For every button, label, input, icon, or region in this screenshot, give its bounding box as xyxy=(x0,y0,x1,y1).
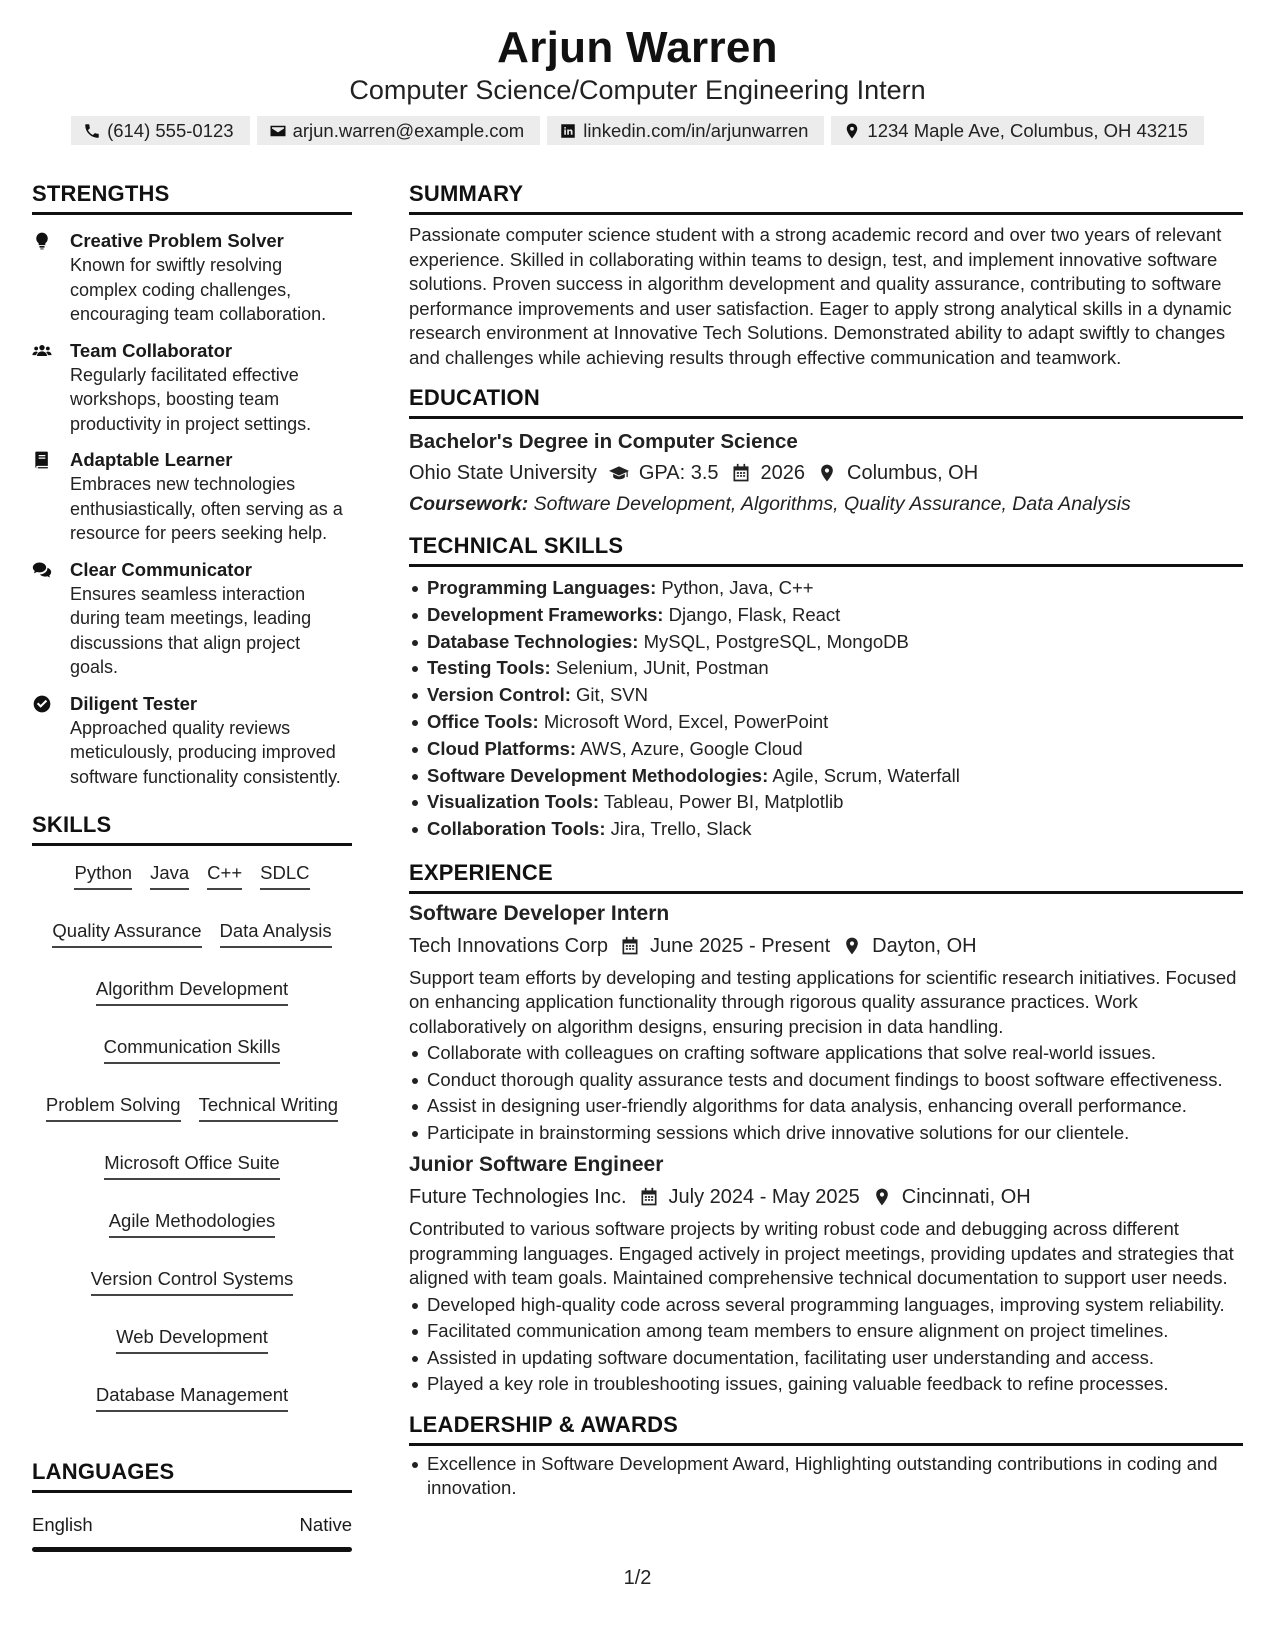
contact-linkedin[interactable] xyxy=(547,116,824,145)
strength-item xyxy=(32,692,352,790)
skill-values: Microsoft Word, Excel, PowerPoint xyxy=(543,710,829,732)
gpa: GPA: 3.5 xyxy=(638,462,719,484)
job-title: Junior Software Engineer xyxy=(409,1153,664,1177)
job-entry xyxy=(409,900,1243,1146)
school-name: Ohio State University xyxy=(409,462,597,484)
skill-tag: Web Development xyxy=(116,1324,268,1354)
list-item xyxy=(409,655,1243,682)
strength-title: Diligent Tester xyxy=(70,692,198,714)
job-dates: June 2025 - Present xyxy=(650,934,831,957)
coursework-list: Software Development, Algorithms, Quality Assurance, Data Analysis xyxy=(533,493,1131,515)
skill-category: Programming Languages: xyxy=(427,577,657,598)
skill-category: Development Frameworks: xyxy=(427,603,664,625)
strength-title: Creative Problem Solver xyxy=(70,230,284,251)
contact-address xyxy=(831,116,1204,145)
skill-tag: SDLC xyxy=(260,860,309,890)
candidate-name: Arjun Warren xyxy=(497,23,778,72)
skill-category: Version Control: xyxy=(427,684,571,706)
map-marker-icon xyxy=(817,463,837,483)
list-item xyxy=(409,763,1243,790)
list-item xyxy=(409,682,1243,709)
languages-heading: LANGUAGES xyxy=(32,1458,352,1493)
summary-text: Passionate computer science student with a strong academic record and over two years of relevant experience. Skilled in collaborating within teams to design, test, and implement innovative software solutions. Proven success in algorithm development and quality assurance, contributing to software performance improvements and user satisfaction. Eager to apply strong analytical skills in a dynamic research environment at Innovative Tech Solutions. Demonstrated ability to adapt swiftly to changes and challenges while achieving results through effective communication and teamwork. xyxy=(409,224,1232,368)
right-column xyxy=(409,180,1243,1501)
calendar-icon xyxy=(639,1187,659,1207)
list-item xyxy=(409,575,1243,602)
skills-heading: SKILLS xyxy=(32,811,352,846)
skill-category: Visualization Tools: xyxy=(427,791,600,813)
skill-values: MySQL, PostgreSQL, MongoDB xyxy=(643,630,909,652)
list-item: Played a key role in troubleshooting issues, gaining valuable feedback to refine processes. xyxy=(409,1372,1243,1397)
strength-description: Ensures seamless interaction during team meetings, leading discussions that align project goals. xyxy=(70,583,312,677)
job-bullets xyxy=(409,1041,1243,1145)
job-location: Dayton, OH xyxy=(872,934,977,957)
page-indicator: 1/2 xyxy=(623,1567,652,1589)
list-item xyxy=(409,736,1243,763)
skill-tag: C++ xyxy=(207,860,242,890)
contact-address-text: 1234 Maple Ave, Columbus, OH 43215 xyxy=(867,119,1188,141)
job-entry xyxy=(409,1151,1243,1397)
candidate-title: Computer Science/Computer Engineering Intern xyxy=(349,75,926,105)
job-location: Cincinnati, OH xyxy=(901,1186,1031,1209)
company-name: Future Technologies Inc. xyxy=(409,1186,627,1209)
skill-tag: Database Management xyxy=(96,1382,288,1412)
experience-heading: EXPERIENCE xyxy=(409,859,1243,894)
job-dates: July 2024 - May 2025 xyxy=(668,1186,860,1209)
map-marker-icon xyxy=(872,1187,892,1207)
strengths-heading: STRENGTHS xyxy=(32,180,352,215)
skill-tag: Version Control Systems xyxy=(91,1266,294,1296)
linkedin-icon xyxy=(559,122,577,140)
skill-values: Agile, Scrum, Waterfall xyxy=(772,764,960,786)
skill-tag: Agile Methodologies xyxy=(109,1208,276,1238)
envelope-icon xyxy=(269,122,287,140)
list-item xyxy=(409,602,1243,629)
job-meta xyxy=(409,1183,1243,1211)
skill-tag: Algorithm Development xyxy=(96,976,288,1006)
summary-heading: SUMMARY xyxy=(409,180,1243,215)
strength-item xyxy=(32,339,352,437)
map-marker-icon xyxy=(842,936,862,956)
contact-phone-text: (614) 555-0123 xyxy=(107,119,234,141)
list-item: Developed high-quality code across several programming languages, improving system reliability. xyxy=(409,1293,1243,1318)
skill-values: Python, Java, C++ xyxy=(661,577,814,598)
skill-tag: Technical Writing xyxy=(199,1092,339,1122)
graduation-cap-icon xyxy=(609,463,629,483)
coursework-label: Coursework: xyxy=(409,493,529,515)
skill-category: Database Technologies: xyxy=(427,630,639,652)
coursework xyxy=(409,490,1243,518)
job-description: Contributed to various software projects by writing robust code and debugging across different programming languages. Engaged actively in project meetings, providing updates and strategies that aligned with team goals. Maintained comprehensive technical documentation to support user needs. xyxy=(409,1218,1234,1289)
skill-tag: Python xyxy=(74,860,132,890)
job-title: Software Developer Intern xyxy=(409,901,670,925)
language-name: English xyxy=(32,1514,93,1535)
resume-header xyxy=(0,22,1275,145)
left-column xyxy=(32,180,352,1552)
skill-tag: Problem Solving xyxy=(46,1092,181,1122)
education-meta xyxy=(409,459,1243,487)
technical-skills-list xyxy=(409,575,1243,843)
users-icon xyxy=(32,341,52,361)
strength-description: Approached quality reviews meticulously, producing improved software functionality consistently. xyxy=(70,717,341,787)
strength-title: Team Collaborator xyxy=(70,339,233,361)
degree-title: Bachelor's Degree in Computer Science xyxy=(409,430,798,453)
map-marker-icon xyxy=(843,122,861,140)
skill-category: Collaboration Tools: xyxy=(427,818,606,840)
strength-item xyxy=(32,229,352,327)
skills-list xyxy=(32,860,352,1412)
list-item xyxy=(409,629,1243,656)
contact-bar xyxy=(0,116,1275,145)
language-item xyxy=(32,1513,352,1537)
strength-description: Embraces new technologies enthusiastically, often serving as a resource for peers seeking help. xyxy=(70,474,343,543)
list-item: Participate in brainstorming sessions which drive innovative solutions for our clientele. xyxy=(409,1121,1243,1146)
skill-tag: Quality Assurance xyxy=(52,918,201,948)
skill-values: Django, Flask, React xyxy=(668,603,841,625)
lightbulb-icon xyxy=(32,231,52,251)
skill-tag: Java xyxy=(150,860,189,890)
skill-values: Jira, Trello, Slack xyxy=(610,818,752,840)
strength-item xyxy=(32,558,352,680)
contact-email[interactable] xyxy=(257,116,541,145)
language-proficiency-bar xyxy=(32,1547,352,1552)
strength-title: Adaptable Learner xyxy=(70,449,233,470)
list-item xyxy=(409,709,1243,736)
skill-values: AWS, Azure, Google Cloud xyxy=(580,737,803,759)
comments-icon xyxy=(32,560,52,580)
skill-tag: Data Analysis xyxy=(220,918,332,948)
list-item: Assist in designing user-friendly algorithms for data analysis, enhancing overall performance. xyxy=(409,1094,1243,1119)
language-level: Native xyxy=(299,1514,352,1535)
skill-tag: Communication Skills xyxy=(104,1034,281,1064)
contact-phone[interactable] xyxy=(71,116,250,145)
book-icon xyxy=(32,450,52,470)
list-item: Assisted in updating software documentation, facilitating user understanding and access. xyxy=(409,1346,1243,1371)
check-circle-icon xyxy=(32,694,52,714)
skill-category: Office Tools: xyxy=(427,710,539,732)
skill-values: Tableau, Power BI, Matplotlib xyxy=(603,791,844,813)
graduation-year: 2026 xyxy=(760,462,806,484)
list-item: Collaborate with colleagues on crafting software applications that solve real-world issues. xyxy=(409,1041,1243,1066)
job-meta xyxy=(409,932,1243,960)
list-item xyxy=(409,789,1243,816)
job-bullets xyxy=(409,1293,1243,1397)
phone-icon xyxy=(83,122,101,140)
strength-item xyxy=(32,448,352,546)
skill-category: Testing Tools: xyxy=(427,657,551,679)
list-item: Facilitated communication among team members to ensure alignment on project timelines. xyxy=(409,1319,1243,1344)
calendar-icon xyxy=(620,936,640,956)
leadership-list xyxy=(409,1452,1243,1501)
education-heading: EDUCATION xyxy=(409,384,1243,419)
leadership-heading: LEADERSHIP & AWARDS xyxy=(409,1411,1243,1446)
school-location: Columbus, OH xyxy=(847,462,979,484)
job-description: Support team efforts by developing and testing applications for scientific research initiatives. Focused on enhancing application functionality through rigorous quality assurance practices. Work collaboratively on algorithm designs, ensuring precision in data handling. xyxy=(409,966,1237,1037)
skill-category: Cloud Platforms: xyxy=(427,737,577,759)
calendar-icon xyxy=(731,463,751,483)
contact-email-text: arjun.warren@example.com xyxy=(292,119,525,141)
list-item xyxy=(409,816,1243,843)
list-item: Excellence in Software Development Award, Highlighting outstanding contributions in coding and innovation. xyxy=(409,1452,1243,1501)
strength-title: Clear Communicator xyxy=(70,558,252,580)
skill-tag: Microsoft Office Suite xyxy=(104,1150,279,1180)
list-item: Conduct thorough quality assurance tests and document findings to boost software effectiveness. xyxy=(409,1068,1243,1093)
skill-category: Software Development Methodologies: xyxy=(427,764,769,786)
strength-description: Regularly facilitated effective workshops, boosting team productivity in project settings. xyxy=(70,364,312,434)
contact-linkedin-text: linkedin.com/in/arjunwarren xyxy=(583,119,809,141)
company-name: Tech Innovations Corp xyxy=(409,934,609,957)
skill-values: Git, SVN xyxy=(576,684,649,706)
strength-description: Known for swiftly resolving complex coding challenges, encouraging team collaboration. xyxy=(70,255,327,324)
skill-values: Selenium, JUnit, Postman xyxy=(555,657,769,679)
technical-skills-heading: TECHNICAL SKILLS xyxy=(409,532,1243,567)
